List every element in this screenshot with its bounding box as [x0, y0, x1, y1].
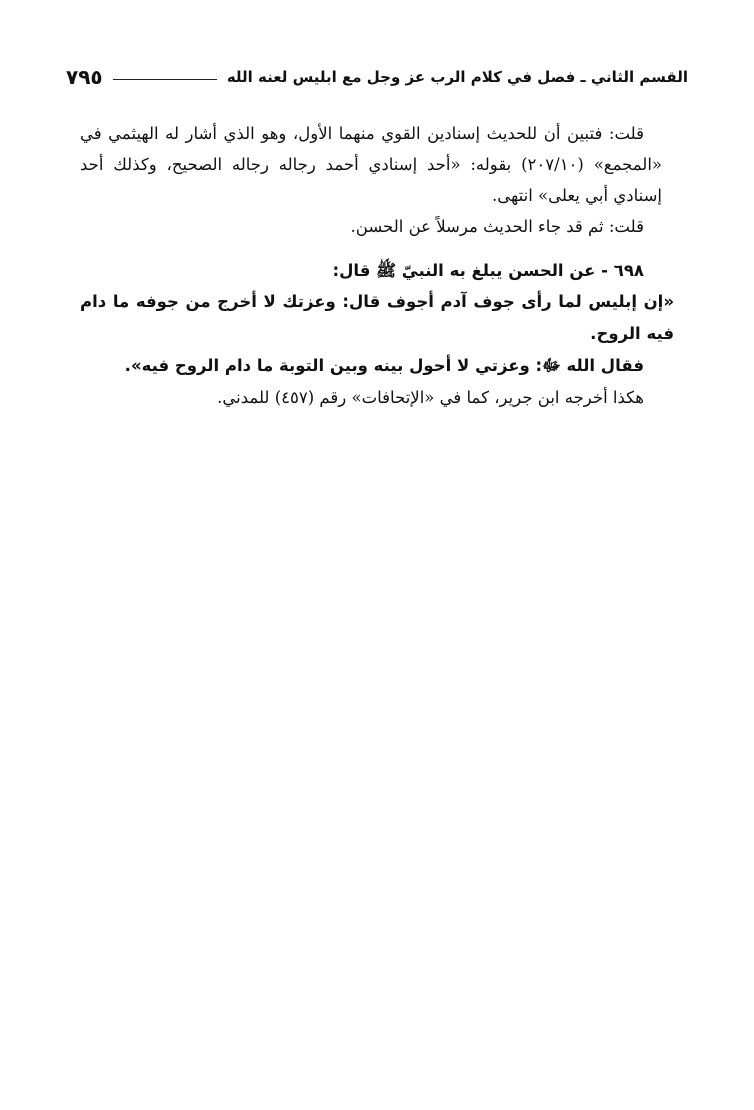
hadith-heading: ٦٩٨ - عن الحسن يبلغ به النبيّ ﷺ قال: [332, 261, 644, 280]
hadith-text: «إن إبليس لما رأى جوف آدم أجوف قال: وعزتك لا أخرج من جوفه ما دام فيه الروح. [80, 292, 674, 343]
running-header [66, 62, 688, 92]
page-number: ٧٩٥ [66, 65, 103, 89]
hadith-source: هكذا أخرجه ابن جرير، كما في «الإتحافات» رقم (٤٥٧) للمدني. [217, 388, 644, 407]
paragraph-commentary: قلت: فتبين أن للحديث إسنادين القوي منهما الأول، وهو الذي أشار له الهيثمي في «المجمع» (٢٠٧/١٠) بقوله: «أحد إسنادي أحمد رجاله رجاله الصحيح، وكذلك أحد إسنادي أبي يعلى» انتهى. [80, 124, 663, 205]
hadith-reply: فقال الله ﷻ: وعزتي لا أحول بينه وبين التوبة ما دام الروح فيه». [124, 356, 644, 375]
header-rule [113, 79, 217, 80]
paragraph-note: قلت: ثم قد جاء الحديث مرسلاً عن الحسن. [350, 217, 644, 236]
page-body [80, 118, 674, 413]
running-title: القسم الثاني ـ فصل في كلام الرب عز وجل مع ابليس لعنه الله [226, 68, 688, 86]
